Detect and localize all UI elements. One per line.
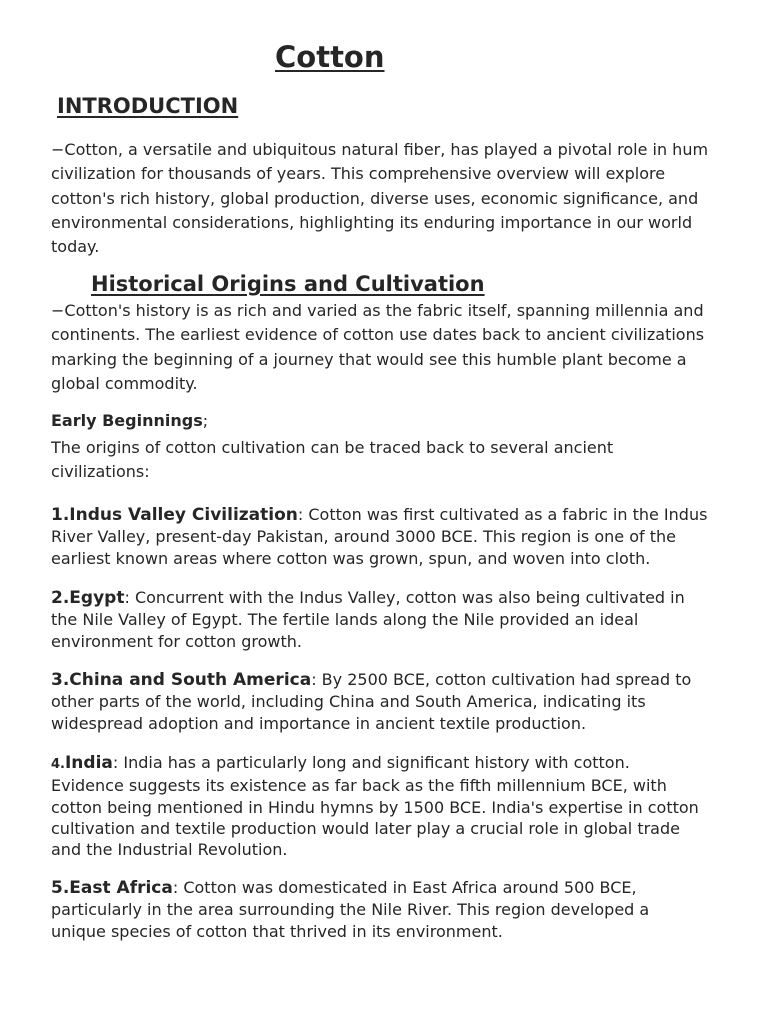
paragraph-line: marking the beginning of a journey that would see this humble plant become a [51,349,687,369]
item-text: : Cotton was first cultivated as a fabric in the Indus [297,505,708,524]
paragraph-line: −Cotton's history is as rich and varied as the fabric itself, spanning millennia and [51,301,704,320]
historical-paragraph [51,299,704,396]
item-number: 5. [51,878,70,898]
page-title: Cotton [275,40,385,74]
paragraph-line: global commodity. [51,373,198,393]
item-text: : Concurrent with the Indus Valley, cotton was also being cultivated in [124,588,685,607]
item-number: 1. [51,505,70,525]
paragraph-line: −Cotton, a versatile and ubiquitous natural fiber, has played a pivotal role in hum [51,140,709,159]
item-text: environment for cotton growth. [51,631,302,651]
item-text: cultivation and textile production would later play a crucial role in global trade [51,818,680,838]
paragraph-line: environmental considerations, highlighting its enduring importance in our world [51,212,693,232]
item-text: unique species of cotton that thrived in its environment. [51,921,503,941]
list-item [51,669,691,734]
item-text: the Nile Valley of Egypt. The fertile lands along the Nile provided an ideal [51,610,639,630]
paragraph-line: continents. The earliest evidence of cotton use dates back to ancient civilizations [51,325,705,345]
item-text: earliest known areas where cotton was grown, spun, and woven into cloth. [51,548,651,568]
item-text: : India has a particularly long and significant history with cotton. [112,753,630,772]
item-text: : Cotton was domesticated in East Africa around 500 BCE, [172,878,637,897]
paragraph-line: cotton's rich history, global production, diverse uses, economic significance, and [51,188,699,208]
early-beginnings-heading [51,411,208,430]
list-item [51,752,699,860]
list-item [51,504,707,569]
paragraph-line: today. [51,237,100,257]
list-item [51,587,685,652]
item-text: particularly in the area surrounding the Nile River. This region developed a [51,900,650,920]
item-label: Egypt [69,588,125,608]
item-text: cotton being mentioned in Hindu hymns by 1500 BCE. India's expertise in cotton [51,797,699,817]
item-text: and the Industrial Revolution. [51,840,288,860]
item-label: India [64,753,113,773]
paragraph-line: The origins of cotton cultivation can be traced back to several ancient [51,438,614,457]
item-number: 3. [51,670,70,690]
item-text: Evidence suggests its existence as far back as the fifth millennium BCE, with [51,776,667,796]
early-beginnings-punct: ; [202,411,209,430]
introduction-heading: INTRODUCTION [57,94,239,118]
item-text: River Valley, present-day Pakistan, around 3000 BCE. This region is one of the [51,527,676,547]
list-item [51,877,649,942]
item-text: : By 2500 BCE, cotton cultivation had spread to [311,670,692,689]
item-label: China and South America [69,670,312,690]
item-number: 4. [51,757,65,772]
item-label: Indus Valley Civilization [69,505,298,525]
historical-origins-heading: Historical Origins and Cultivation [91,272,485,296]
item-number: 2. [51,588,70,608]
item-text: other parts of the world, including China and South America, indicating its [51,692,646,712]
paragraph-line: civilizations: [51,462,150,482]
item-label: East Africa [69,878,173,898]
introduction-paragraph [51,138,708,259]
item-text: widespread adoption and importance in ancient textile production. [51,713,587,733]
early-beginnings-label: Early Beginnings [51,411,203,430]
early-beginnings-paragraph [51,436,613,485]
paragraph-line: civilization for thousands of years. This comprehensive overview will explore [51,164,666,184]
